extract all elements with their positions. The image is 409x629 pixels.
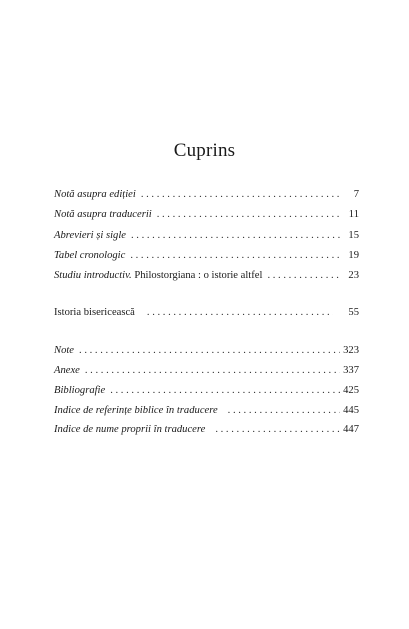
dot-leader [267, 269, 342, 283]
toc-entry-page: 7 [353, 189, 359, 200]
toc-entry-page: 55 [348, 307, 359, 318]
dot-leader [79, 344, 340, 358]
toc-entry-page: 11 [348, 209, 359, 220]
toc-entry-label: Indice de nume proprii în traducere [54, 424, 206, 435]
toc-entry-label: Tabel cronologic [54, 250, 126, 261]
toc-entry-note [54, 344, 359, 358]
toc-entry-page: 425 [343, 385, 359, 396]
dot-leader [228, 404, 340, 418]
dot-leader [130, 249, 342, 263]
toc-entry-page: 19 [348, 250, 359, 261]
toc-entry-label: Notă asupra traducerii [54, 209, 152, 220]
dot-leader [157, 208, 342, 222]
toc-entry-label: Anexe [54, 365, 80, 376]
toc-entry-page: 15 [348, 230, 359, 241]
page-title: Cuprins [173, 140, 236, 161]
toc-entry-label: Istoria bisericească [54, 307, 135, 318]
toc-entry-abrevieri [54, 229, 359, 243]
toc-entry-studiu-introductiv [54, 269, 359, 283]
toc-entry-label: Notă asupra ediției [54, 189, 136, 200]
dot-leader [141, 188, 342, 202]
toc-entry-page: 323 [343, 345, 359, 356]
toc-entry-label [54, 269, 262, 283]
toc-entry-label-roman: Philostorgiana : o istorie altfel [131, 270, 263, 281]
toc-entry-indice-referinte-biblice [54, 404, 359, 418]
toc-entry-page: 445 [343, 405, 359, 416]
toc-entry-label: Note [54, 345, 75, 356]
toc-entry-nota-traducerii [54, 208, 359, 222]
toc-entry-anexe [54, 364, 359, 378]
toc-entry-page: 23 [348, 270, 359, 281]
dot-leader [110, 384, 340, 398]
dot-leader [147, 306, 333, 320]
toc-entry-label: Bibliografie [54, 385, 106, 396]
dot-leader [85, 364, 340, 378]
toc-entry-label-italic: Studiu introductiv. [54, 270, 132, 281]
toc-entry-label: Indice de referințe biblice în traducere [54, 405, 218, 416]
toc-entry-tabel-cronologic [54, 249, 359, 263]
toc-entry-indice-nume-proprii [54, 423, 359, 437]
dot-leader [131, 229, 342, 243]
dot-leader [215, 423, 340, 437]
toc-entry-label: Abrevieri și sigle [54, 230, 126, 241]
toc-entry-page: 447 [343, 424, 359, 435]
toc-entry-istoria-bisericeasca [54, 306, 359, 320]
toc-entry-bibliografie [54, 384, 359, 398]
toc-entry-nota-editiei [54, 188, 359, 202]
toc-entry-page: 337 [343, 365, 359, 376]
